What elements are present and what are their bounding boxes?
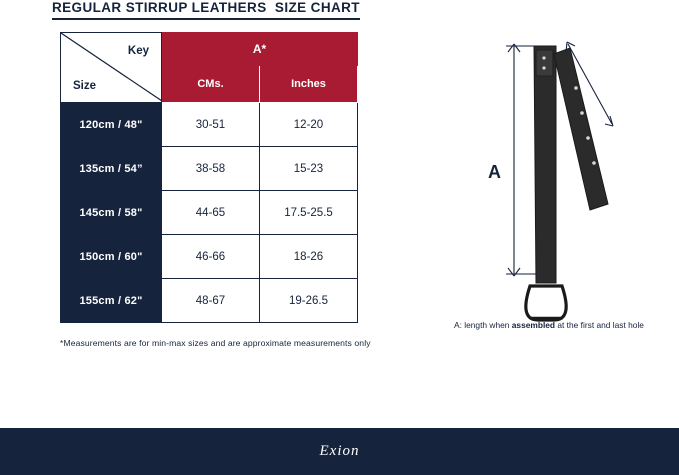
size-chart-table [60,32,357,323]
subheader-cms: CMs. [162,66,260,103]
footer-bar [0,428,679,475]
table-row [61,235,358,279]
row-inches-1: 15-23 [260,147,358,191]
table-header-row [61,33,358,66]
row-cms-2: 44-65 [162,191,260,235]
row-size-1: 135cm / 54” [61,147,162,191]
subheader-inches: Inches [260,66,358,103]
size-label: Size [73,80,97,92]
stirrup-leather-illustration-icon [430,28,670,328]
page-title: REGULAR STIRRUP LEATHERS SIZE CHART [52,0,360,20]
row-size-3: 150cm / 60" [61,235,162,279]
table-row [61,103,358,147]
table-row [61,147,358,191]
row-inches-0: 12-20 [260,103,358,147]
caption-bold: assembled [511,320,556,330]
dimension-a-label: A [488,162,501,182]
row-size-4: 155cm / 62" [61,279,162,323]
row-inches-4: 19-26.5 [260,279,358,323]
diagram-caption [418,320,679,330]
row-cms-3: 46-66 [162,235,260,279]
row-size-0: 120cm / 48" [61,103,162,147]
group-header-a: A* [162,33,358,66]
corner-key-size-cell [61,33,162,103]
table-row [61,279,358,323]
measurements-footnote: *Measurements are for min-max sizes and are approximate measurements only [60,338,371,348]
stirrup-leather-diagram [430,28,670,328]
brand-logo: Exion [319,443,360,459]
table-row [61,191,358,235]
caption-pre: A: length when [454,320,512,330]
row-cms-4: 48-67 [162,279,260,323]
caption-post: at the first and last hole [555,320,644,330]
row-cms-0: 30-51 [162,103,260,147]
key-label: Key [127,45,149,57]
row-inches-2: 17.5-25.5 [260,191,358,235]
row-cms-1: 38-58 [162,147,260,191]
row-inches-3: 18-26 [260,235,358,279]
row-size-2: 145cm / 58" [61,191,162,235]
